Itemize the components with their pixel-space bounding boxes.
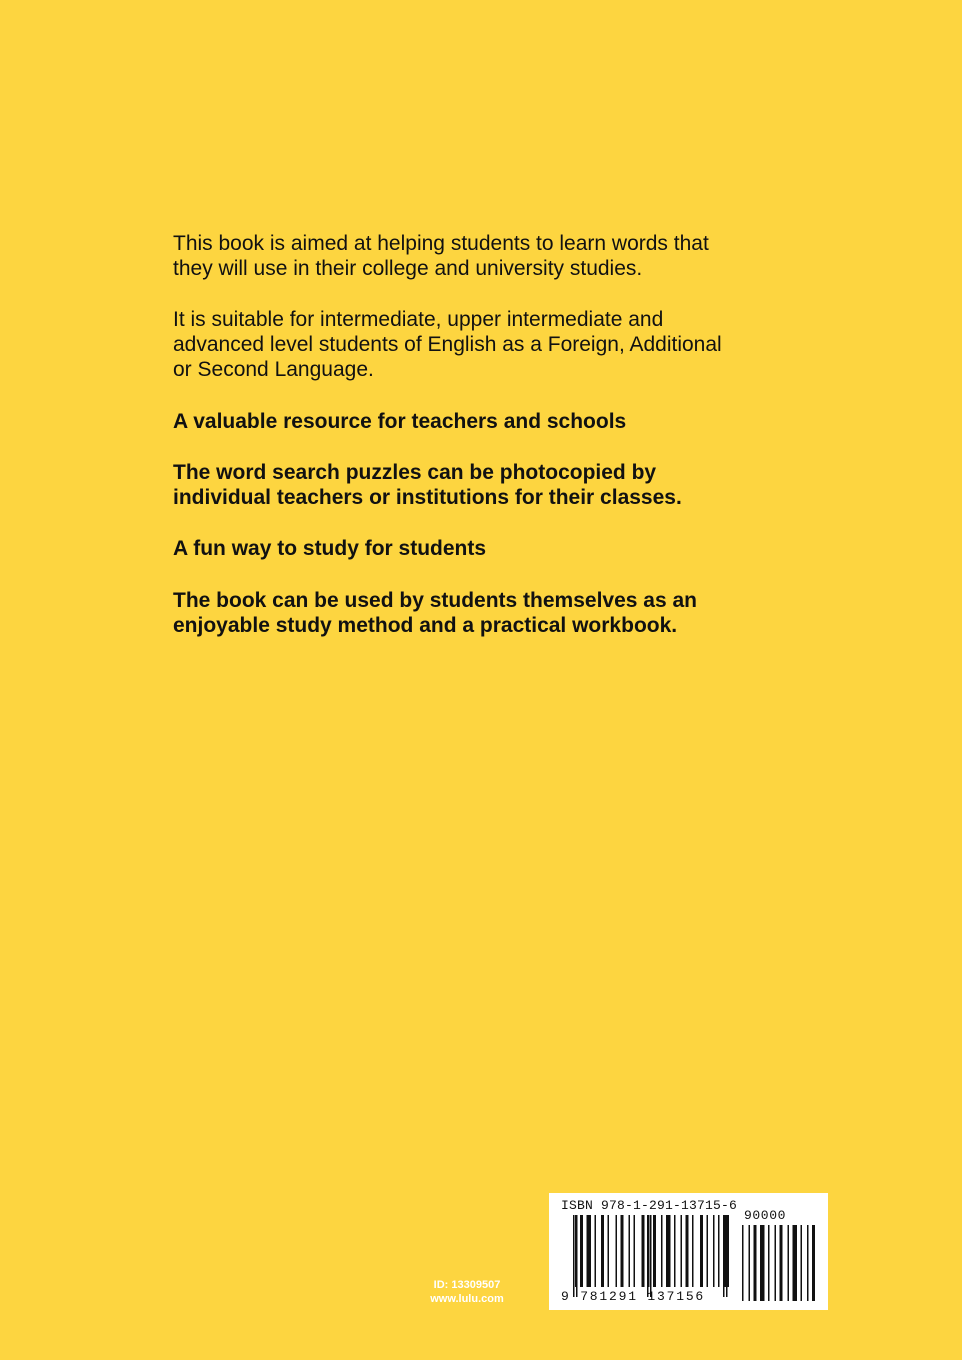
price-code: 90000 bbox=[744, 1208, 787, 1223]
level-paragraph: It is suitable for intermediate, upper intermediate and advanced level students of English as a Foreign, Additional or Second Language. bbox=[173, 308, 722, 381]
teachers-heading: A valuable resource for teachers and schools bbox=[173, 410, 627, 433]
students-paragraph: The book can be used by students themselves as an enjoyable study method and a practical workbook. bbox=[173, 589, 697, 637]
blurb bbox=[173, 231, 813, 638]
publisher-imprint bbox=[414, 1278, 520, 1306]
students-heading: A fun way to study for students bbox=[173, 537, 487, 560]
imprint-url: www.lulu.com bbox=[430, 1293, 504, 1305]
isbn-barcode bbox=[549, 1193, 828, 1310]
ean-digits: 9 781291 137156 bbox=[561, 1289, 706, 1304]
isbn-label: ISBN 978-1-291-13715-6 bbox=[561, 1198, 738, 1213]
intro-paragraph: This book is aimed at helping students to learn words that they will use in their college and university studies. bbox=[173, 232, 709, 280]
teachers-paragraph: The word search puzzles can be photocopied by individual teachers or institutions for their classes. bbox=[173, 461, 682, 509]
imprint-id: ID: 13309507 bbox=[433, 1279, 501, 1291]
